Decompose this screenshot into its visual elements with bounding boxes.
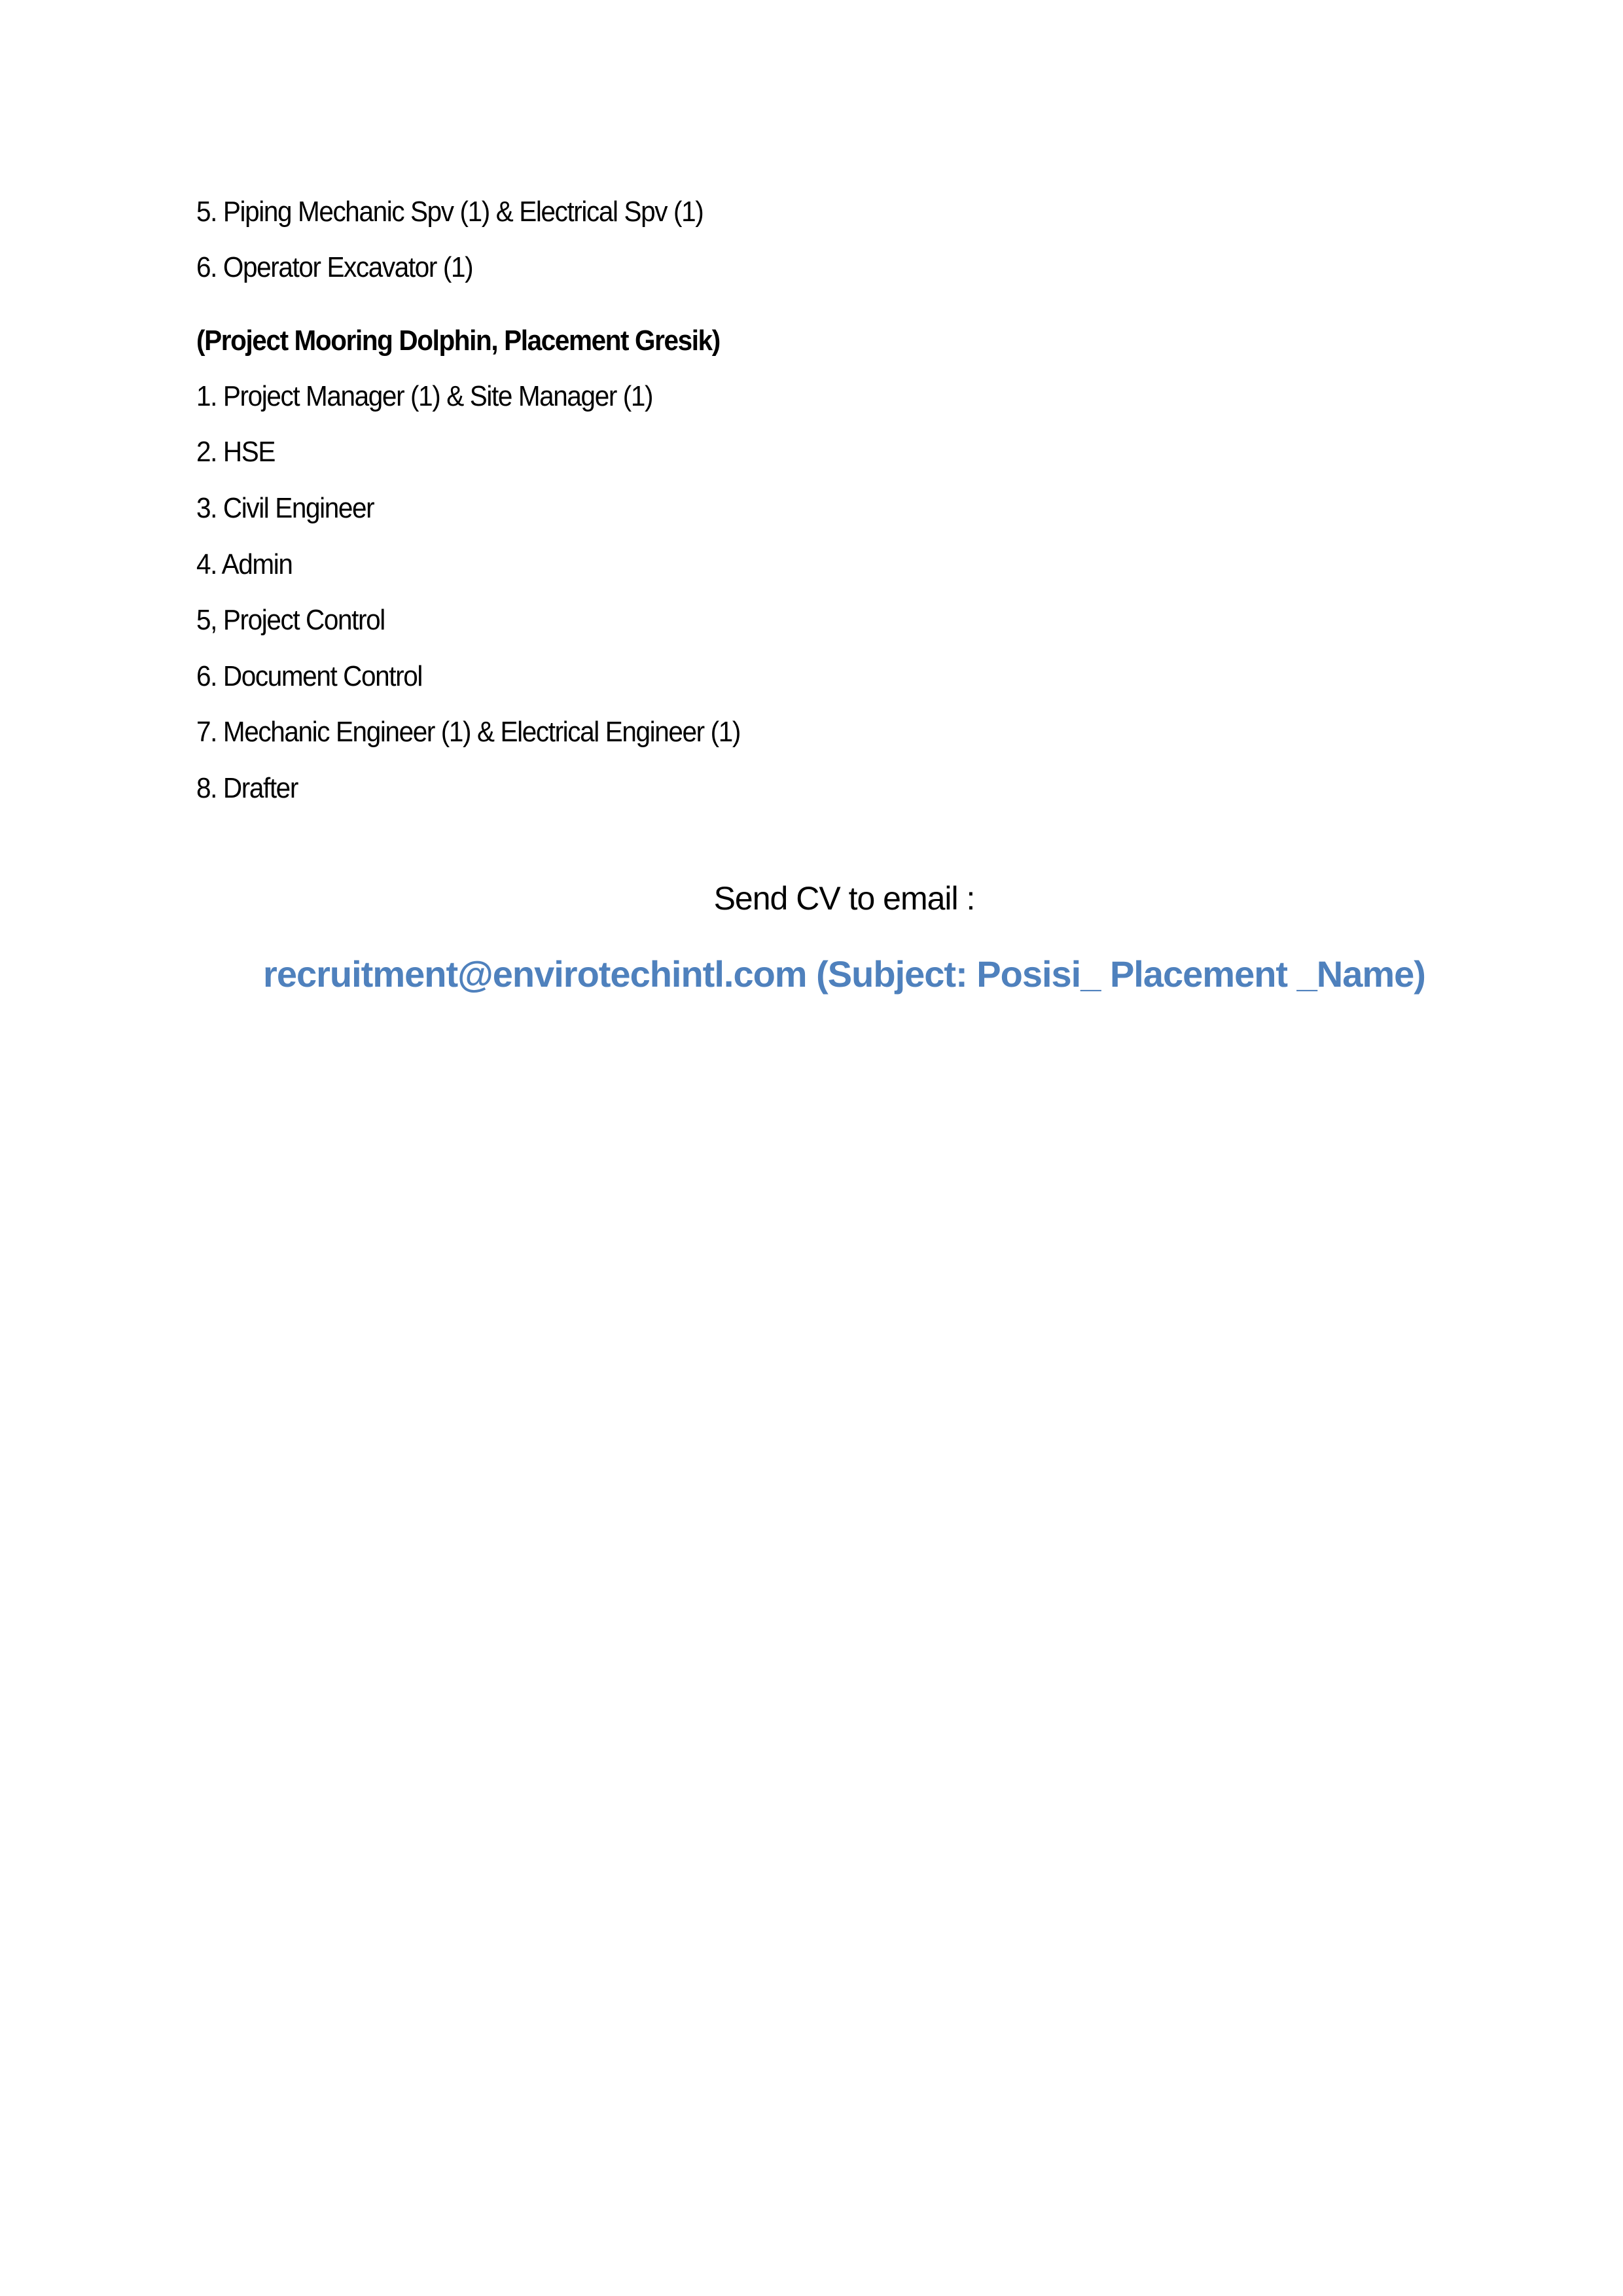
list-item: 8. Drafter xyxy=(196,772,298,804)
list-item: 2. HSE xyxy=(196,436,275,468)
send-cv-label: Send CV to email : xyxy=(713,880,975,917)
email-link[interactable]: recruitment@envirotechintl.com (Subject: Posisi_ Placement _Name) xyxy=(263,953,1425,995)
list-item: 6. Operator Excavator (1) xyxy=(196,251,473,283)
list-item: 3. Civil Engineer xyxy=(196,492,374,524)
list-item: 5. Piping Mechanic Spv (1) & Electrical Spv (1) xyxy=(196,196,704,228)
list-item: 4. Admin xyxy=(196,548,293,580)
list-item: 7. Mechanic Engineer (1) & Electrical Engineer (1) xyxy=(196,716,740,748)
section-heading: (Project Mooring Dolphin, Placement Gresik) xyxy=(196,325,720,357)
list-item: 6. Document Control xyxy=(196,660,423,692)
list-item: 1. Project Manager (1) & Site Manager (1) xyxy=(196,380,653,412)
list-item: 5, Project Control xyxy=(196,604,385,636)
